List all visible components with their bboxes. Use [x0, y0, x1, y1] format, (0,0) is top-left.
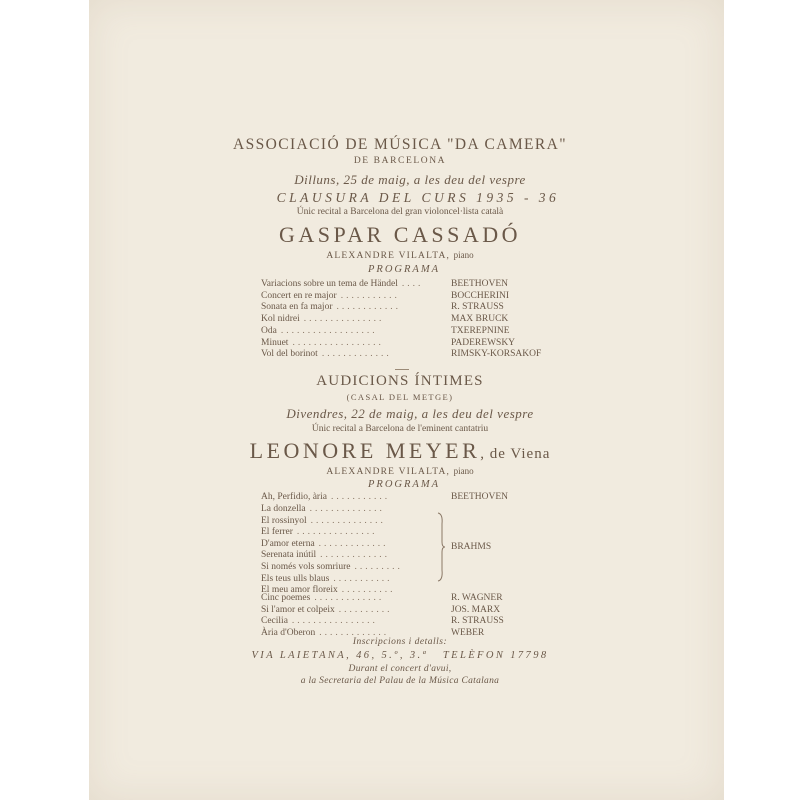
program-row [261, 504, 436, 515]
program-composer: PADEREWSKY [451, 337, 516, 348]
program-piece: Serenata inútil [261, 550, 317, 561]
program-row [261, 527, 436, 538]
program-row [261, 539, 436, 550]
program-row [261, 492, 508, 503]
program-row [261, 574, 436, 585]
program-piece: Si només vols somriure [261, 562, 351, 572]
dot-leader: ............. [319, 627, 390, 638]
concert1-artist: GASPAR CASSADÓ [279, 222, 521, 247]
dot-leader: ............. [320, 550, 391, 561]
program-composer: BEETHOVEN [451, 279, 508, 289]
footer-secretary: a la Secretaria del Palau de la Música Catalana [300, 676, 500, 686]
dot-leader: ........... [333, 573, 393, 584]
dot-leader: ............ [336, 302, 401, 313]
program-composer: R. STRAUSS [451, 616, 504, 627]
dot-leader: ............... [303, 314, 385, 325]
program-piece: Cinc poemes [261, 593, 311, 603]
concert2-note: Únic recital a Barcelona de l'eminent cantatriu [311, 424, 489, 434]
program-row [261, 604, 501, 616]
concert1-program-label: PROGRAMA [368, 264, 440, 275]
program-piece: Vol del borinot [261, 349, 318, 360]
dot-leader: ........... [330, 492, 391, 502]
concert2-artist: LEONORE MEYER [249, 438, 481, 463]
section-divider [395, 369, 409, 370]
dot-leader: ............. [314, 593, 385, 603]
brahms-composer: BRAHMS [451, 542, 492, 552]
dot-leader: .............. [310, 515, 386, 526]
program-composer: R. STRAUSS [451, 302, 504, 313]
concert2-series: AUDICIONS ÍNTIMES [316, 373, 484, 389]
program-row [261, 325, 510, 337]
dot-leader: ........... [340, 290, 400, 301]
program-row [261, 337, 516, 349]
concert2-accompanist [0, 466, 800, 477]
dot-leader: .............. [309, 504, 385, 514]
program-row [261, 616, 504, 627]
program-row [261, 314, 509, 325]
concert1-accompanist-name: ALEXANDRE VILALTA, [326, 251, 451, 261]
dot-leader: ............... [296, 527, 378, 538]
program-row [261, 516, 436, 527]
program-composer: BEETHOVEN [451, 492, 508, 502]
contact-address: VIA LAIETANA, 46, 5.º, 3.ª TELÈFON 17798 [251, 650, 549, 661]
dot-leader: ............. [321, 349, 392, 360]
concert1-date: Dilluns, 25 de maig, a les deu del vespre [294, 172, 526, 187]
brahms-brace [437, 512, 445, 582]
footer-during: Durant el concert d'avui, [348, 664, 452, 674]
concert2-program-label: PROGRAMA [368, 479, 440, 490]
program-piece: D'amor eterna [261, 538, 315, 549]
dot-leader: .................. [280, 325, 378, 336]
concert2-venue: (CASAL DEL METGE) [346, 392, 454, 402]
concert1-note: Únic recital a Barcelona del gran violoncel·lista català [296, 207, 504, 217]
concert2-artist-line [0, 438, 800, 464]
organization-name: ASSOCIACIÓ DE MÚSICA "DA CAMERA" [233, 136, 567, 153]
program-piece: Ah, Perfidio, ària [261, 492, 327, 502]
program-composer: WEBER [451, 627, 485, 638]
dot-leader: .......... [341, 585, 396, 596]
program-composer: TXEREPNINE [451, 325, 510, 336]
program-row [261, 562, 436, 573]
program-row [261, 349, 542, 360]
program-row [261, 593, 503, 604]
program-row [261, 290, 510, 302]
concert2-accompanist-role: piano [453, 466, 474, 476]
program-piece: Concert en re major [261, 290, 337, 301]
dot-leader: ................. [292, 337, 384, 348]
program-composer: R. WAGNER [451, 593, 503, 603]
inscriptions-label: Inscripcions i detalls: [352, 637, 448, 647]
program-composer: RIMSKY-KORSAKOF [451, 349, 542, 360]
concert2-accompanist-name: ALEXANDRE VILALTA, [326, 467, 451, 477]
concert1-accompanist [0, 250, 800, 261]
program-row [261, 302, 504, 313]
program-piece: Oda [261, 325, 277, 336]
program-piece: Ària d'Oberon [261, 627, 316, 638]
organization-city: DE BARCELONA [353, 156, 447, 166]
program-piece: Minuet [261, 337, 289, 348]
program-piece: Si l'amor et colpeix [261, 604, 335, 615]
program-piece: El ferrer [261, 527, 293, 538]
concert1-accompanist-role: piano [453, 250, 474, 260]
dot-leader: .... [401, 279, 424, 289]
program-composer: JOS. MARX [451, 604, 501, 615]
program-composer: BOCCHERINI [451, 290, 510, 301]
program-piece: El meu amor floreix [261, 585, 338, 596]
dot-leader: ......... [354, 562, 403, 572]
program-row [261, 550, 436, 561]
dot-leader: ............. [318, 538, 389, 549]
program-piece: El rossinyol [261, 515, 307, 526]
program-piece: Cecilia [261, 616, 288, 627]
program-piece: Sonata en fa major [261, 302, 333, 313]
program-piece: Variacions sobre un tema de Händel [261, 279, 398, 289]
program-piece: Kol nidrei [261, 314, 300, 325]
program-piece: Els teus ulls blaus [261, 573, 330, 584]
program-composer: MAX BRUCK [451, 314, 509, 325]
dot-leader: ................ [291, 616, 378, 627]
program-piece: La donzella [261, 504, 306, 514]
concert2-date: Divendres, 22 de maig, a les deu del vespre [286, 406, 534, 421]
concert1-title: CLAUSURA DEL CURS 1935 - 36 [276, 190, 560, 205]
program-row [261, 279, 508, 290]
dot-leader: .......... [338, 604, 393, 615]
concert2-artist-origin: , de Viena [480, 446, 551, 462]
